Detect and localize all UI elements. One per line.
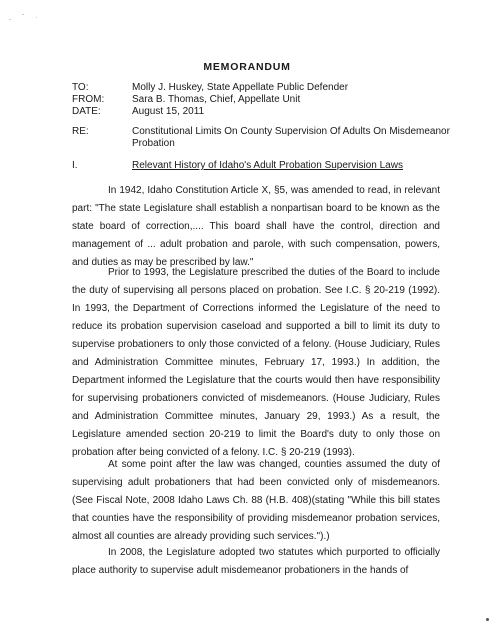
scan-speck [22,14,24,15]
from-row [72,94,300,106]
paragraph: At some point after the law was changed, counties assumed the duty of supervising adult probationers that had been convicted only of misdemeanors. (See Fiscal Note, 2008 Idaho Laws Ch. 88 (H.B. 408)(stating "While this bill states that counties have the responsibility of providing misdemeanor probation services, almost all counties are already providing such services.").) [72,459,440,542]
subject-label: RE: [72,126,89,137]
scan-speck [36,17,37,18]
from-label: FROM: [72,94,105,105]
paragraph: In 1942, Idaho Constitution Article X, §5, was amended to read, in relevant part: "The state Legislature shall establish a nonpartisan board to be known as the state board of correction,.... This board shall have the control, direction and management of ... adult probation and parole, with such compensation, powers, and duties as may be prescribed by law." [72,185,440,268]
date-value: August 15, 2011 [132,106,205,117]
subject-text: Constitutional Limits On County Supervision Of Adults On Misdemeanor Probation [132,126,450,149]
to-value: Molly J. Huskey, State Appellate Public Defender [132,82,349,93]
from-value: Sara B. Thomas, Chief, Appellate Unit [132,94,301,105]
scan-speck [486,618,489,621]
to-row [72,82,348,94]
paragraph: In 2008, the Legislature adopted two statutes which purported to officially place authority to supervise adult misdemeanor probationers in the hands of [72,547,440,576]
memo-title: MEMORANDUM [203,61,291,73]
paragraph: Prior to 1993, the Legislature prescribed the duties of the Board to include the duty of supervising all persons placed on probation. See I.C. § 20-219 (1992). In 1993, the Department of Corrections informed the Legislature of the need to reduce its probation supervision caseload and supported a bill to limit its duty to supervise probationers to only those convicted of a felony. (House Judiciary, Rules and Administration Committee minutes, February 17, 1993.) In addition, the Department informed the Legislature that the courts would then have responsibility for supervising probationers convicted of misdemeanors. (House Judiciary, Rules and Administration Committee minutes, January 29, 1993.) As a result, the Legislature amended section 20-219 to limit the Board's duty to only those on probation after being convicted of a felony. I.C. § 20-219 (1993). [72,267,440,458]
section-number: I. [72,160,78,171]
date-row [72,106,204,118]
scan-speck [9,19,11,20]
date-label: DATE: [72,106,101,117]
section-heading: Relevant History of Idaho's Adult Probation Supervision Laws [132,160,403,171]
to-label: TO: [72,82,89,93]
